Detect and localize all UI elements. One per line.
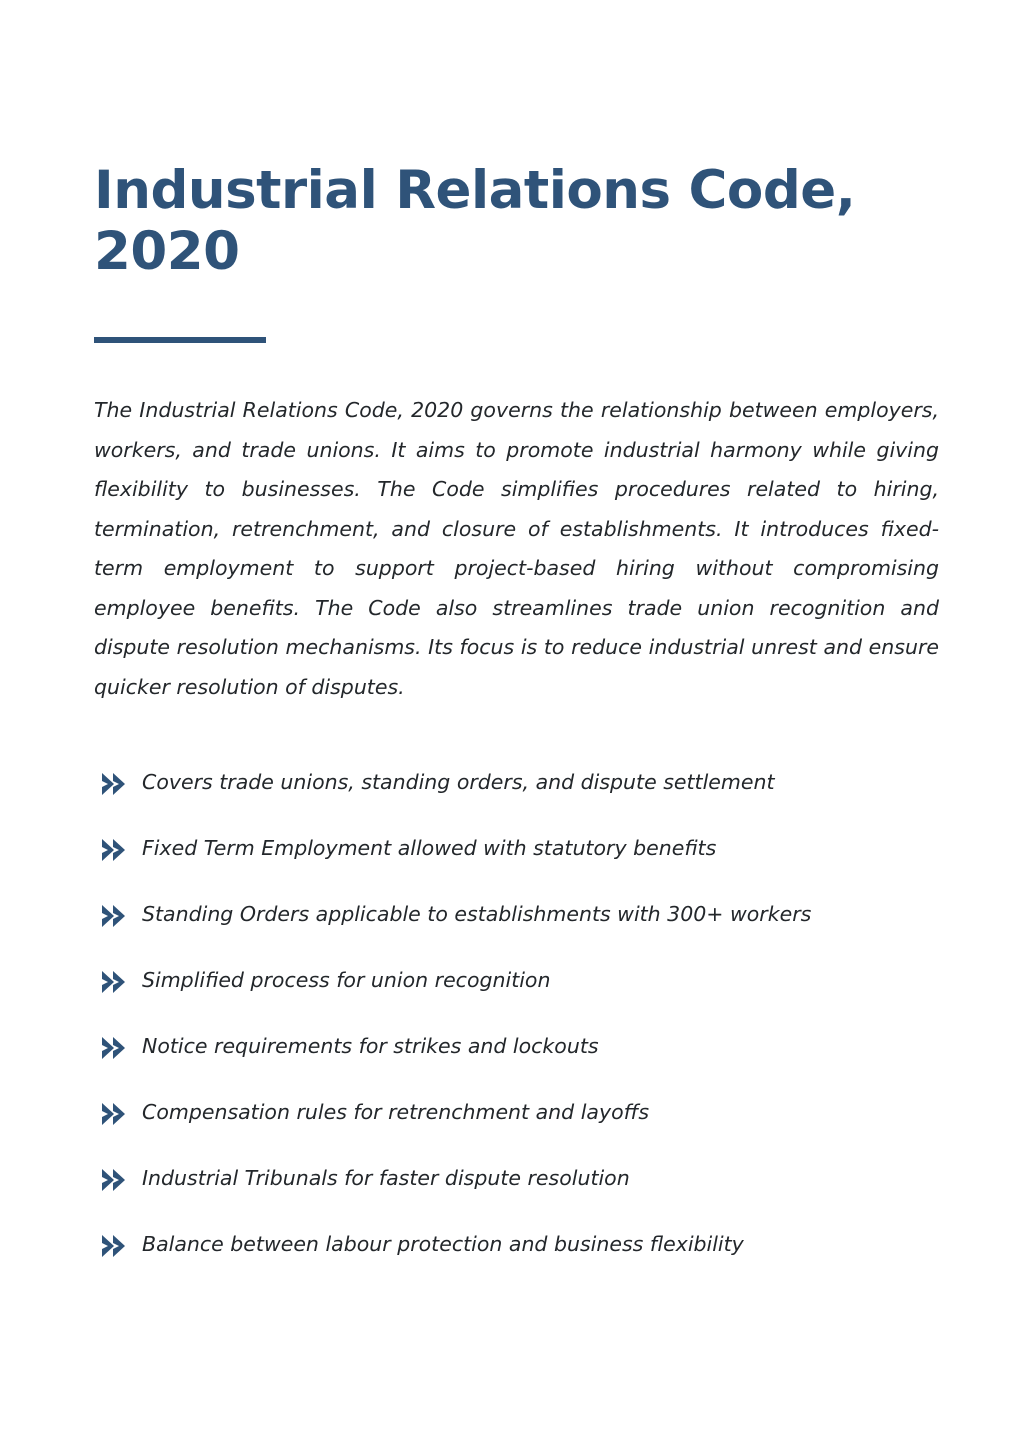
double-chevron-right-icon	[100, 1035, 128, 1061]
list-item	[100, 835, 939, 863]
double-chevron-right-icon	[100, 969, 128, 995]
list-item-label: Fixed Term Employment allowed with statutory benefits	[142, 836, 717, 861]
double-chevron-right-icon	[100, 1233, 128, 1259]
double-chevron-right-icon	[100, 1101, 128, 1127]
document-content	[94, 160, 939, 1275]
list-item-label: Standing Orders applicable to establishments with 300+ workers	[142, 902, 812, 927]
list-item	[100, 1033, 939, 1061]
list-item-label: Balance between labour protection and business flexibility	[142, 1232, 744, 1257]
list-item-label: Industrial Tribunals for faster dispute resolution	[142, 1166, 630, 1191]
page-title: Industrial Relations Code, 2020	[94, 160, 856, 283]
list-item	[100, 901, 939, 929]
intro-paragraph: The Industrial Relations Code, 2020 governs the relationship between employers, workers, and trade unions. It aims to promote industrial harmony while giving flexibility to businesses. The Code simplifies procedures related to hiring, termination, retrenchment, and closure of establishments. It introduces fixed-term employment to support project-based hiring without compromising employee benefits. The Code also streamlines trade union recognition and dispute resolution mechanisms. Its focus is to reduce industrial unrest and ensure quicker resolution of disputes.	[94, 397, 939, 699]
double-chevron-right-icon	[100, 1167, 128, 1193]
double-chevron-right-icon	[100, 837, 128, 863]
list-item	[100, 1099, 939, 1127]
list-item-label: Compensation rules for retrenchment and layoffs	[142, 1100, 650, 1125]
title-underline-rule	[94, 337, 266, 343]
list-item-label: Covers trade unions, standing orders, and dispute settlement	[142, 770, 775, 795]
double-chevron-right-icon	[100, 771, 128, 797]
list-item	[100, 769, 939, 797]
double-chevron-right-icon	[100, 903, 128, 929]
list-item	[100, 1165, 939, 1193]
key-points-list	[94, 769, 939, 1259]
list-item-label: Simplified process for union recognition	[142, 968, 551, 993]
list-item-label: Notice requirements for strikes and lockouts	[142, 1034, 599, 1059]
list-item	[100, 967, 939, 995]
list-item	[100, 1231, 939, 1259]
